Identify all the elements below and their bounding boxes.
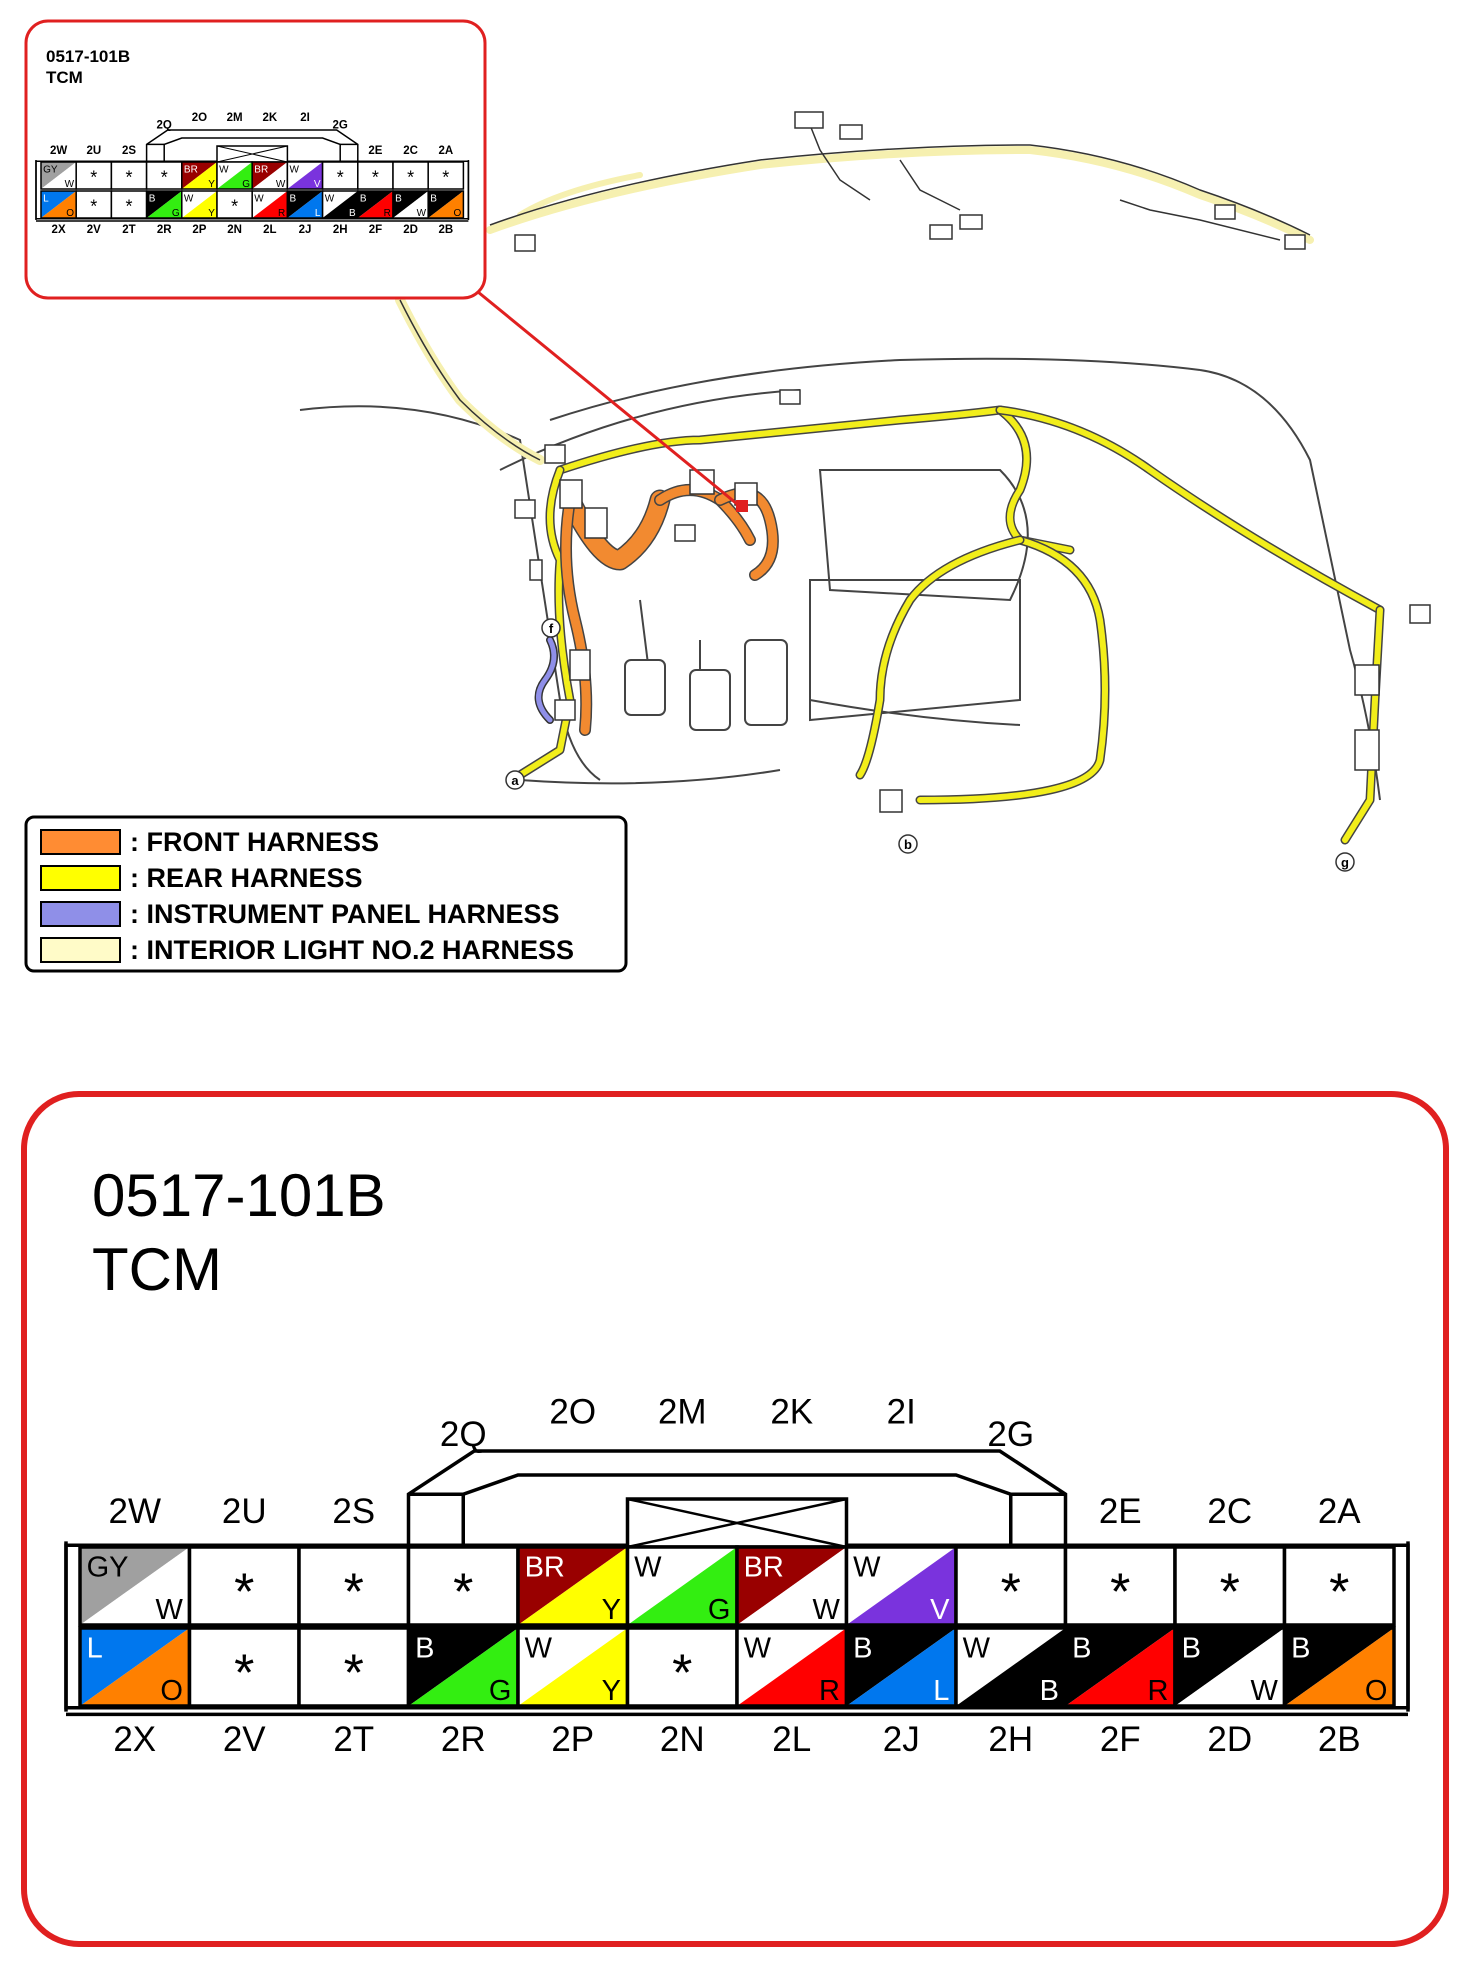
unused-pin-mark: * <box>371 167 379 188</box>
interior-light-outline <box>400 125 1310 460</box>
pin-label-bottom: 2T <box>333 1720 375 1760</box>
wire-color-code-primary: B <box>1291 1632 1311 1665</box>
roof-connectors <box>515 112 1305 251</box>
wire-color-code-secondary: O <box>160 1674 183 1707</box>
unused-pin-mark: * <box>90 196 98 217</box>
wire-color-code-primary: BR <box>524 1551 565 1584</box>
pin-label-top: 2A <box>1317 1492 1361 1531</box>
legend-item <box>41 899 560 929</box>
wire-color-code-primary: W <box>289 164 299 176</box>
wire-color-code-primary: W <box>219 164 229 176</box>
unused-pin-mark: * <box>1219 1563 1240 1622</box>
pin-label-bottom: 2J <box>298 224 312 237</box>
pin-2S <box>111 162 146 189</box>
unused-pin-mark: * <box>336 167 344 188</box>
pin-label-top: 2S <box>121 145 137 157</box>
wire-color-code-primary: B <box>1181 1632 1201 1665</box>
pin-2I <box>287 162 322 190</box>
legend-item <box>41 863 363 893</box>
pin-2K <box>252 162 287 190</box>
pin-2U <box>76 162 111 189</box>
wire-color-code-primary: W <box>254 193 264 205</box>
unused-pin-mark: * <box>125 167 133 188</box>
wire-color-code-secondary: W <box>812 1593 840 1626</box>
wire-color-code-secondary: R <box>383 207 391 219</box>
legend-item <box>41 935 574 965</box>
small-connector-name: TCM <box>46 68 83 87</box>
unused-pin-mark: * <box>90 167 98 188</box>
pin-label-bottom: 2J <box>882 1720 920 1760</box>
pin-2S <box>299 1547 409 1625</box>
tcm-location-marker <box>736 500 748 512</box>
pin-label-bottom: 2H <box>988 1720 1034 1760</box>
pin-label-top: 2K <box>262 111 278 124</box>
svg-text:g: g <box>1341 855 1349 870</box>
wire-color-code-primary: B <box>359 193 367 205</box>
wire-color-code-secondary: W <box>416 207 427 219</box>
unused-pin-mark: * <box>343 1644 364 1703</box>
wire-color-code-primary: GY <box>86 1551 129 1584</box>
pin-2B <box>1285 1628 1395 1707</box>
wire-color-code-secondary: B <box>349 207 356 219</box>
wire-color-code-secondary: V <box>313 178 321 190</box>
unused-pin-mark: * <box>672 1644 693 1703</box>
pin-label-top: 2Q <box>439 1415 487 1455</box>
wire-color-code-primary: W <box>634 1551 662 1584</box>
wire-color-code-secondary: L <box>933 1674 950 1707</box>
pin-label-bottom: 2T <box>122 224 136 237</box>
ground-point-a <box>506 771 524 789</box>
legend-swatch <box>41 902 120 926</box>
wire-color-code-primary: GY <box>43 164 58 176</box>
pin-2N <box>217 191 252 218</box>
pin-label-bottom: 2B <box>1317 1720 1361 1760</box>
wire-color-code-secondary: R <box>1147 1674 1169 1707</box>
pin-2D <box>1175 1628 1285 1707</box>
pin-label-top: 2U <box>86 145 102 157</box>
unused-pin-mark: * <box>343 1563 364 1622</box>
pin-2N <box>628 1628 738 1706</box>
ground-point-g <box>1336 853 1354 871</box>
pin-label-top: 2M <box>226 111 243 124</box>
pin-2F <box>1066 1628 1176 1707</box>
pin-2L <box>252 191 287 219</box>
instrument-panel-harness <box>539 640 554 720</box>
wire-color-code-primary: W <box>183 193 194 205</box>
pin-label-bottom: 2N <box>227 224 242 237</box>
wire-color-code-secondary: W <box>64 178 75 190</box>
pin-2X <box>80 1628 190 1707</box>
pin-label-bottom: 2X <box>51 224 66 237</box>
pin-2H <box>956 1628 1066 1707</box>
pin-2W <box>41 162 76 190</box>
pin-label-bottom: 2D <box>1207 1720 1253 1760</box>
wire-color-code-secondary: O <box>453 207 462 219</box>
pin-2V <box>76 191 111 218</box>
pin-label-bottom: 2L <box>263 224 277 237</box>
svg-text:a: a <box>511 773 519 788</box>
pin-2F <box>358 191 393 219</box>
pin-label-top: 2G <box>987 1415 1035 1455</box>
pin-2T <box>111 191 146 218</box>
wire-color-code-primary: B <box>395 193 402 205</box>
pin-2J <box>847 1628 957 1707</box>
wire-color-code-primary: L <box>86 1632 103 1665</box>
pin-2M <box>217 162 252 190</box>
pin-label-bottom: 2B <box>438 224 454 237</box>
connector-name: TCM <box>92 1236 222 1303</box>
connector-code: 0517-101B <box>92 1162 386 1229</box>
pin-2C <box>393 162 428 189</box>
wire-color-code-secondary: O <box>1364 1674 1388 1707</box>
unused-pin-mark: * <box>442 167 450 188</box>
wire-color-code-primary: W <box>962 1632 990 1665</box>
wire-color-code-primary: W <box>853 1551 881 1584</box>
wire-color-code-primary: B <box>430 193 437 205</box>
pin-label-bottom: 2D <box>403 224 418 237</box>
legend-swatch <box>41 866 120 890</box>
wire-color-code-secondary: Y <box>601 1674 621 1707</box>
unused-pin-mark: * <box>231 196 239 217</box>
unused-pin-mark: * <box>160 167 168 188</box>
ground-point-b <box>899 835 917 853</box>
pin-2L <box>737 1628 847 1707</box>
legend-label: : INTERIOR LIGHT NO.2 HARNESS <box>130 935 575 965</box>
pin-label-bottom: 2R <box>440 1720 486 1760</box>
legend-swatch <box>41 938 120 962</box>
wire-color-code-secondary: Y <box>208 207 215 219</box>
unused-pin-mark: * <box>1110 1563 1131 1622</box>
pin-label-top: 2O <box>191 111 208 124</box>
pin-2O <box>518 1547 628 1626</box>
pin-2V <box>190 1628 300 1706</box>
wire-color-code-secondary: R <box>278 207 286 219</box>
wire-color-code-secondary: G <box>707 1593 731 1626</box>
pin-label-top: 2C <box>1207 1492 1253 1531</box>
pin-2G <box>323 162 358 189</box>
pin-label-top: 2I <box>300 111 310 124</box>
unused-pin-mark: * <box>125 196 133 217</box>
pin-2Q <box>147 162 182 189</box>
pin-label-top: 2I <box>886 1392 916 1432</box>
ground-point-f <box>542 619 560 637</box>
pin-2G <box>956 1547 1066 1625</box>
wire-color-code-primary: BR <box>743 1551 784 1584</box>
pin-label-top: 2U <box>221 1492 267 1531</box>
pin-label-bottom: 2X <box>113 1720 157 1760</box>
pin-label-top: 2Q <box>156 119 172 132</box>
pin-label-bottom: 2F <box>1099 1720 1141 1760</box>
pin-2Q <box>409 1547 519 1625</box>
pin-2E <box>1066 1547 1176 1625</box>
wire-color-code-primary: L <box>43 193 49 205</box>
wire-color-code-primary: BR <box>183 164 198 176</box>
wire-color-code-primary: B <box>289 193 297 205</box>
wire-color-code-primary: W <box>324 193 335 205</box>
wire-color-code-secondary: L <box>314 207 321 219</box>
pin-label-top: 2O <box>549 1392 597 1432</box>
pin-label-bottom: 2L <box>772 1720 812 1760</box>
pin-2I <box>847 1547 957 1626</box>
interior-light-harness <box>400 150 1310 460</box>
pin-2J <box>287 191 322 219</box>
wire-color-code-secondary: V <box>930 1593 950 1626</box>
pin-2C <box>1175 1547 1285 1625</box>
pin-label-top: 2E <box>1098 1492 1142 1531</box>
pin-2H <box>323 191 358 219</box>
pin-2B <box>428 191 463 219</box>
wire-color-code-secondary: W <box>275 178 286 190</box>
wire-color-code-secondary: Y <box>208 178 215 190</box>
svg-text:f: f <box>548 621 554 636</box>
legend-label: : FRONT HARNESS <box>130 827 379 857</box>
pin-2T <box>299 1628 409 1706</box>
pin-2P <box>182 191 217 219</box>
wire-color-code-secondary: W <box>1250 1674 1278 1707</box>
pin-2W <box>80 1547 190 1626</box>
wire-color-code-secondary: G <box>488 1674 512 1707</box>
pin-label-bottom: 2N <box>659 1720 705 1760</box>
pin-label-bottom: 2P <box>551 1720 595 1760</box>
callout-line <box>478 292 742 508</box>
pin-label-top: 2A <box>438 145 454 157</box>
pin-2A <box>1285 1547 1395 1625</box>
legend-label: : INSTRUMENT PANEL HARNESS <box>130 899 560 929</box>
pin-2U <box>190 1547 300 1625</box>
pin-2R <box>147 191 182 219</box>
pin-label-top: 2K <box>770 1392 814 1432</box>
wire-color-code-secondary: B <box>1039 1674 1059 1707</box>
small-connector-code: 0517-101B <box>46 47 131 66</box>
pin-2O <box>182 162 217 190</box>
wire-color-code-secondary: R <box>818 1674 840 1707</box>
wire-color-code-primary: B <box>148 193 156 205</box>
wire-color-code-secondary: O <box>66 207 75 219</box>
unused-pin-mark: * <box>234 1644 255 1703</box>
pin-label-bottom: 2V <box>86 224 101 237</box>
svg-text:b: b <box>904 837 912 852</box>
pin-label-top: 2W <box>49 145 68 157</box>
pin-label-top: 2S <box>332 1492 376 1531</box>
pin-2K <box>737 1547 847 1626</box>
pin-label-bottom: 2V <box>222 1720 266 1760</box>
pin-label-top: 2M <box>657 1392 707 1432</box>
unused-pin-mark: * <box>1329 1563 1350 1622</box>
unused-pin-mark: * <box>1000 1563 1021 1622</box>
rear-harness <box>520 410 1380 840</box>
pin-label-bottom: 2F <box>368 224 383 237</box>
pin-2E <box>358 162 393 189</box>
wire-color-code-primary: B <box>1072 1632 1092 1665</box>
legend-swatch <box>41 830 120 854</box>
wire-color-code-secondary: G <box>171 207 180 219</box>
unused-pin-mark: * <box>407 167 415 188</box>
wire-color-code-primary: BR <box>254 164 269 176</box>
legend-label: : REAR HARNESS <box>130 863 363 893</box>
unused-pin-mark: * <box>453 1563 474 1622</box>
wire-color-code-primary: B <box>415 1632 435 1665</box>
pin-2A <box>428 162 463 189</box>
pin-2P <box>518 1628 628 1707</box>
pin-label-bottom: 2R <box>156 224 172 237</box>
pin-2M <box>628 1547 738 1626</box>
pin-label-bottom: 2H <box>332 224 348 237</box>
pin-2R <box>409 1628 519 1707</box>
legend-item <box>41 827 379 857</box>
pin-label-bottom: 2P <box>192 224 207 237</box>
pin-label-top: 2C <box>403 145 418 157</box>
wire-color-code-secondary: G <box>242 178 251 190</box>
wire-color-code-secondary: W <box>155 1593 183 1626</box>
unused-pin-mark: * <box>234 1563 255 1622</box>
harness-connectors <box>515 390 1430 812</box>
wire-color-code-primary: B <box>853 1632 873 1665</box>
pin-2D <box>393 191 428 219</box>
pedals <box>625 640 787 730</box>
wire-color-code-primary: W <box>743 1632 771 1665</box>
wire-color-code-primary: W <box>524 1632 552 1665</box>
pin-label-top: 2G <box>332 119 348 132</box>
wire-color-code-secondary: Y <box>601 1593 621 1626</box>
pin-2X <box>41 191 76 219</box>
pin-label-top: 2E <box>368 145 383 157</box>
pin-label-top: 2W <box>108 1492 161 1531</box>
